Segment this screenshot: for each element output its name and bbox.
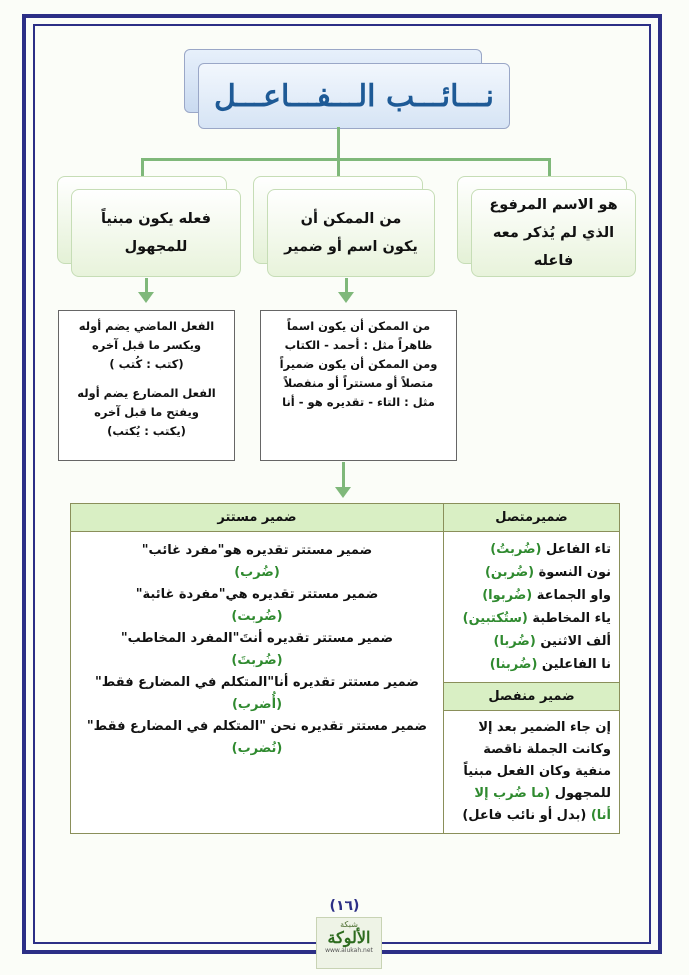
header-attached: ضميرمتصل	[444, 504, 620, 532]
hidden-item-example: (ضُرب)	[234, 565, 280, 580]
attached-item-text: تاء الفاعل	[541, 542, 611, 557]
attached-item-example: (ضُربتُ)	[490, 542, 542, 557]
arrow-pronoun-line	[345, 278, 348, 292]
page-title: نـــائـــب الـــفـــاعـــل	[214, 78, 494, 114]
attached-item	[452, 630, 611, 653]
hidden-item	[79, 672, 435, 716]
attached-item-example: (ضُربا)	[493, 634, 536, 649]
title-box	[198, 63, 510, 129]
attached-item-text: نا الفاعلين	[537, 657, 611, 672]
card-noun-or-pronoun	[267, 189, 435, 277]
connector-left-down	[141, 158, 144, 178]
hidden-item-text: ضمير مستتر تقديره أنتَ"المفرد المخاطب"	[120, 631, 394, 646]
card-definition	[471, 189, 636, 277]
hidden-item-example: (ضُربتَ)	[231, 653, 283, 668]
header-separate: ضمير منفصل	[444, 683, 620, 711]
arrow-verb-line	[145, 278, 148, 292]
hidden-item	[79, 584, 435, 628]
hidden-item-example: (ضُربت)	[231, 609, 283, 624]
card-passive-verb-text: فعله يكون مبنياً للمجهول	[100, 211, 211, 255]
hidden-item-text: ضمير مستتر تقديره نحن "المتكلم في المضارع فقط"	[86, 719, 428, 734]
note-present-verb: الفعل المضارع يضم أوله ويفتح ما قبل آخره (يكتب : يُكتب)	[77, 386, 216, 438]
separate-note: (بدل أو نائب فاعل)	[462, 808, 591, 823]
separate-cell	[444, 711, 620, 834]
hidden-item	[79, 540, 435, 584]
arrow-pronoun-head	[338, 292, 354, 303]
attached-item-example: (ضُربن)	[484, 565, 535, 580]
arrow-table-head	[335, 487, 351, 498]
connector-right-down	[548, 158, 551, 178]
header-hidden: ضمير مستتر	[71, 504, 444, 532]
hidden-item-text: ضمير مستتر تقديره هي"مفردة غائبة"	[135, 587, 379, 602]
arrow-table-line	[342, 462, 345, 487]
logo-top: شبكة	[340, 920, 358, 929]
hidden-item	[79, 716, 435, 760]
attached-item-text: واو الجماعة	[532, 588, 611, 603]
hidden-item-text: ضمير مستتر تقديره هو"مفرد غائب"	[141, 543, 373, 558]
note-past-verb: الفعل الماضي يضم أوله ويكسر ما قبل آخره (كتب : كُتب )	[78, 319, 215, 371]
note-pronoun-text: من الممكن أن يكون اسماً ظاهراً مثل : أحمد - الكتاب ومن الممكن أن يكون ضميراً متصلاً أو مستتراً أو منفصلاً مثل : التاء - تقديره هو - أنا	[279, 319, 438, 409]
card-passive-verb	[71, 189, 241, 277]
attached-item-example: (ضُربنا)	[489, 657, 538, 672]
attached-item	[452, 653, 611, 676]
attached-item-example: (ضُربوا)	[482, 588, 533, 603]
hidden-list	[71, 532, 444, 834]
attached-item-text: ياء المخاطبة	[527, 611, 611, 626]
card-definition-text: هو الاسم المرفوع الذي لم يُذكر معه فاعله	[489, 197, 618, 269]
alukah-logo	[316, 917, 382, 969]
attached-list	[444, 532, 620, 683]
arrow-verb-head	[138, 292, 154, 303]
logo-name: الألوكة	[327, 928, 371, 947]
connector-horizontal	[141, 158, 551, 161]
page-number: (١٦)	[329, 898, 360, 914]
attached-item	[452, 538, 611, 561]
logo-url: www.alukah.net	[325, 947, 373, 954]
separate-text: إن جاء الضمير بعد إلا وكانت الجملة ناقصة منفية وكان الفعل مبنياً للمجهول	[463, 720, 611, 801]
attached-item	[452, 607, 611, 630]
separate-example: (ما ضُرب إلا أنا)	[474, 786, 611, 823]
hidden-item	[79, 628, 435, 672]
note-verb-forms	[58, 310, 235, 461]
hidden-item-example: (نُضرب)	[231, 741, 283, 756]
connector-title-down	[337, 127, 340, 160]
attached-item-text: نون النسوة	[534, 565, 611, 580]
attached-item	[452, 561, 611, 584]
pronoun-table	[70, 503, 620, 834]
hidden-item-example: (أُضرب)	[231, 697, 283, 712]
attached-item-text: ألف الاثنين	[535, 634, 611, 649]
attached-item-example: (ستُكتبين)	[462, 611, 528, 626]
attached-item	[452, 584, 611, 607]
note-pronoun-types	[260, 310, 457, 461]
card-noun-or-pronoun-text: من الممكن أن يكون اسم أو ضمير	[284, 211, 418, 255]
hidden-item-text: ضمير مستتر تقديره أنا"المتكلم في المضارع فقط"	[95, 675, 419, 690]
connector-middle-down	[337, 158, 340, 178]
